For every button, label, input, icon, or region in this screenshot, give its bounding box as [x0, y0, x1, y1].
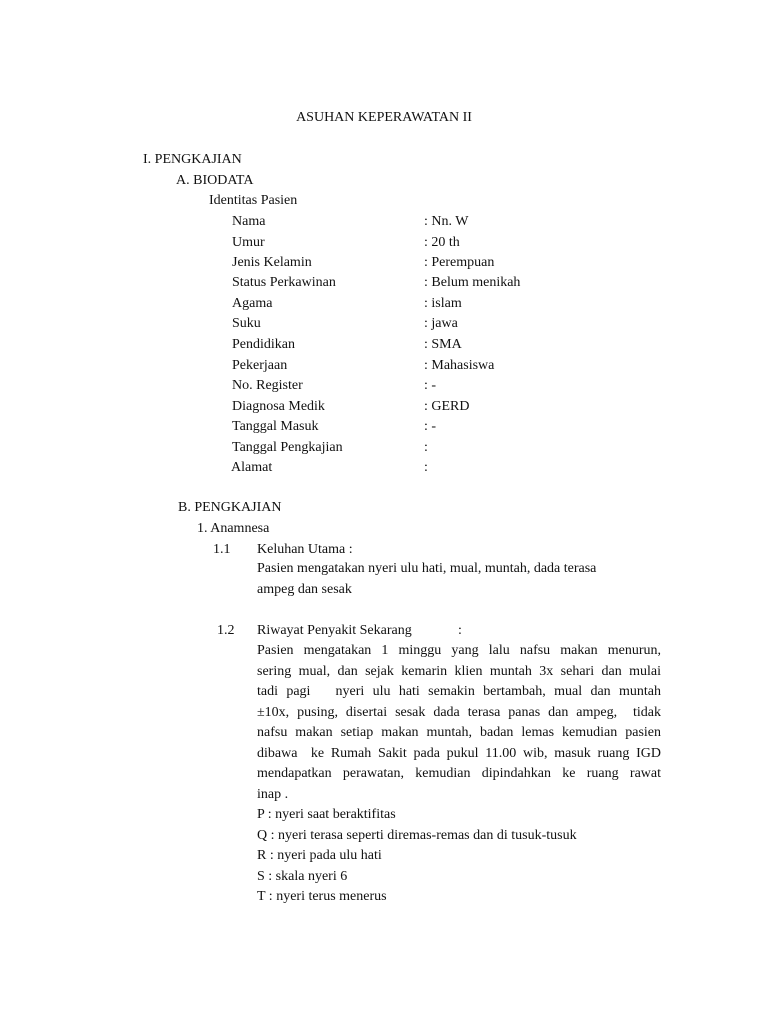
- biodata-value: : -: [424, 419, 437, 434]
- biodata-value: :: [424, 460, 428, 475]
- item-number: 1.1: [213, 542, 231, 557]
- biodata-label: Pekerjaan: [232, 357, 288, 373]
- biodata-label: No. Register: [232, 377, 303, 393]
- biodata-value: : Perempuan: [424, 255, 495, 270]
- identitas-pasien-heading: Identitas Pasien: [209, 193, 298, 208]
- biodata-value: : Nn. W: [424, 214, 469, 229]
- biodata-label: Agama: [232, 295, 273, 311]
- pqrst-item: S : skala nyeri 6: [257, 868, 348, 884]
- anamnesa-heading: 1. Anamnesa: [197, 521, 270, 536]
- text-line: inap .: [257, 786, 289, 802]
- biodata-value: :: [424, 439, 428, 455]
- text-line: sering mual, dan sejak kemarin klien muntah 3x sehari dan mulai: [257, 663, 661, 679]
- biodata-label: Tanggal Masuk: [232, 419, 319, 434]
- biodata-label: Status Perkawinan: [232, 275, 336, 290]
- biodata-value: : GERD: [424, 398, 470, 414]
- biodata-label: Suku: [232, 316, 261, 331]
- biodata-label: Diagnosa Medik: [232, 398, 325, 414]
- keluhan-utama-text: [257, 559, 596, 600]
- text-line: ampeg dan sesak: [257, 581, 352, 597]
- document-title: ASUHAN KEPERAWATAN II: [296, 110, 472, 125]
- biodata-label: Nama: [232, 214, 266, 229]
- pqrst-item: R : nyeri pada ulu hati: [257, 848, 382, 863]
- text-line: mendapatkan perawatan, kemudian dipindahkan ke ruang rawat: [257, 766, 661, 781]
- biodata-value: : SMA: [424, 337, 462, 352]
- section-pengkajian-b-heading: B. PENGKAJIAN: [178, 500, 282, 515]
- biodata-label: Pendidikan: [232, 337, 295, 352]
- biodata-value: : -: [424, 377, 437, 393]
- biodata-label: Jenis Kelamin: [232, 255, 312, 270]
- pqrst-item: P : nyeri saat beraktifitas: [257, 807, 396, 822]
- section-pengkajian-heading: I. PENGKAJIAN: [143, 152, 242, 167]
- riwayat-penyakit-colon: :: [458, 623, 462, 638]
- biodata-label: Tanggal Pengkajian: [232, 439, 343, 455]
- text-line: Pasien mengatakan nyeri ulu hati, mual, muntah, dada terasa: [257, 561, 597, 576]
- text-line: ±10x, pusing, disertai sesak dada terasa panas dan ampeg, tidak: [257, 704, 661, 720]
- pqrst-item: Q : nyeri terasa seperti diremas-remas dan di tusuk-tusuk: [257, 827, 577, 843]
- item-number: 1.2: [217, 623, 235, 638]
- biodata-value: : Mahasiswa: [424, 357, 495, 373]
- riwayat-penyakit-heading: Riwayat Penyakit Sekarang: [257, 623, 412, 638]
- biodata-label: Umur: [232, 234, 265, 250]
- pqrst-list: [257, 805, 577, 908]
- biodata-value: : islam: [424, 295, 462, 311]
- keluhan-utama-heading: Keluhan Utama :: [257, 542, 353, 557]
- biodata-value: : 20 th: [424, 234, 460, 250]
- text-line: dibawa ke Rumah Sakit pada pukul 11.00 wib, masuk ruang IGD: [257, 745, 661, 761]
- biodata-value: : Belum menikah: [424, 275, 521, 290]
- riwayat-penyakit-text: [257, 641, 661, 805]
- text-line: Pasien mengatakan 1 minggu yang lalu nafsu makan menurun,: [257, 643, 661, 658]
- section-biodata-heading: A. BIODATA: [176, 173, 254, 188]
- biodata-label: Alamat: [231, 460, 273, 475]
- text-line: tadi pagi nyeri ulu hati semakin bertambah, mual dan muntah: [257, 684, 661, 699]
- pqrst-item: T : nyeri terus menerus: [257, 889, 387, 904]
- biodata-value: : jawa: [424, 316, 458, 331]
- text-line: nafsu makan setiap makan muntah, badan lemas kemudian pasien: [257, 725, 661, 740]
